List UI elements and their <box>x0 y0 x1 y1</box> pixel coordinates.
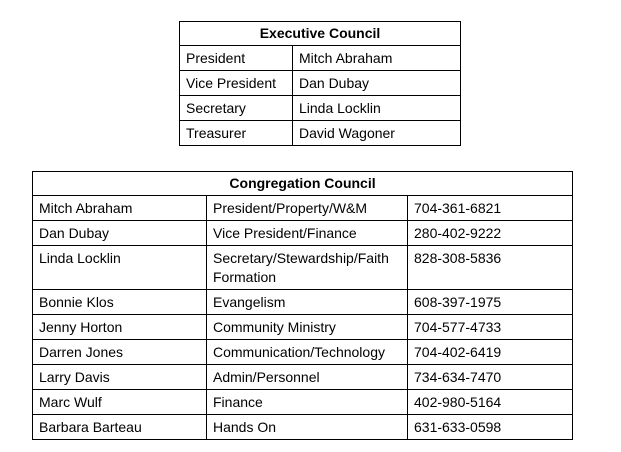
phone-cell: 828-308-5836 <box>408 246 573 290</box>
congregation-council-table <box>32 171 573 440</box>
area-cell: Admin/Personnel <box>207 365 408 390</box>
role-cell: Secretary <box>180 96 293 121</box>
member-name-cell: Jenny Horton <box>33 315 207 340</box>
member-name-cell: Linda Locklin <box>33 246 207 290</box>
name-cell: David Wagoner <box>293 121 461 146</box>
area-cell: Secretary/Stewardship/Faith Formation <box>207 246 408 290</box>
phone-cell: 704-361-6821 <box>408 196 573 221</box>
phone-cell: 608-397-1975 <box>408 290 573 315</box>
table-row <box>180 71 461 96</box>
phone-cell: 734-634-7470 <box>408 365 573 390</box>
area-cell: Communication/Technology <box>207 340 408 365</box>
executive-council-header-row <box>180 22 461 46</box>
member-name-cell: Dan Dubay <box>33 221 207 246</box>
area-cell: Hands On <box>207 415 408 440</box>
table-row <box>33 290 573 315</box>
table-row <box>33 315 573 340</box>
executive-council-title: Executive Council <box>180 22 461 46</box>
congregation-council-title: Congregation Council <box>33 172 573 196</box>
area-cell: Evangelism <box>207 290 408 315</box>
phone-cell: 704-402-6419 <box>408 340 573 365</box>
phone-cell: 704-577-4733 <box>408 315 573 340</box>
name-cell: Linda Locklin <box>293 96 461 121</box>
member-name-cell: Marc Wulf <box>33 390 207 415</box>
table-row <box>180 46 461 71</box>
role-cell: President <box>180 46 293 71</box>
name-cell: Dan Dubay <box>293 71 461 96</box>
member-name-cell: Barbara Barteau <box>33 415 207 440</box>
member-name-cell: Darren Jones <box>33 340 207 365</box>
table-row <box>33 221 573 246</box>
table-row <box>33 196 573 221</box>
phone-cell: 631-633-0598 <box>408 415 573 440</box>
table-row <box>180 96 461 121</box>
area-cell: President/Property/W&M <box>207 196 408 221</box>
table-row <box>33 415 573 440</box>
member-name-cell: Mitch Abraham <box>33 196 207 221</box>
area-cell: Vice President/Finance <box>207 221 408 246</box>
member-name-cell: Bonnie Klos <box>33 290 207 315</box>
name-cell: Mitch Abraham <box>293 46 461 71</box>
table-row <box>33 340 573 365</box>
table-row <box>180 121 461 146</box>
member-name-cell: Larry Davis <box>33 365 207 390</box>
congregation-council-header-row <box>33 172 573 196</box>
table-row <box>33 390 573 415</box>
role-cell: Treasurer <box>180 121 293 146</box>
phone-cell: 402-980-5164 <box>408 390 573 415</box>
executive-council-table <box>179 21 461 146</box>
table-row <box>33 246 573 290</box>
area-cell: Community Ministry <box>207 315 408 340</box>
area-cell: Finance <box>207 390 408 415</box>
role-cell: Vice President <box>180 71 293 96</box>
table-row <box>33 365 573 390</box>
phone-cell: 280-402-9222 <box>408 221 573 246</box>
